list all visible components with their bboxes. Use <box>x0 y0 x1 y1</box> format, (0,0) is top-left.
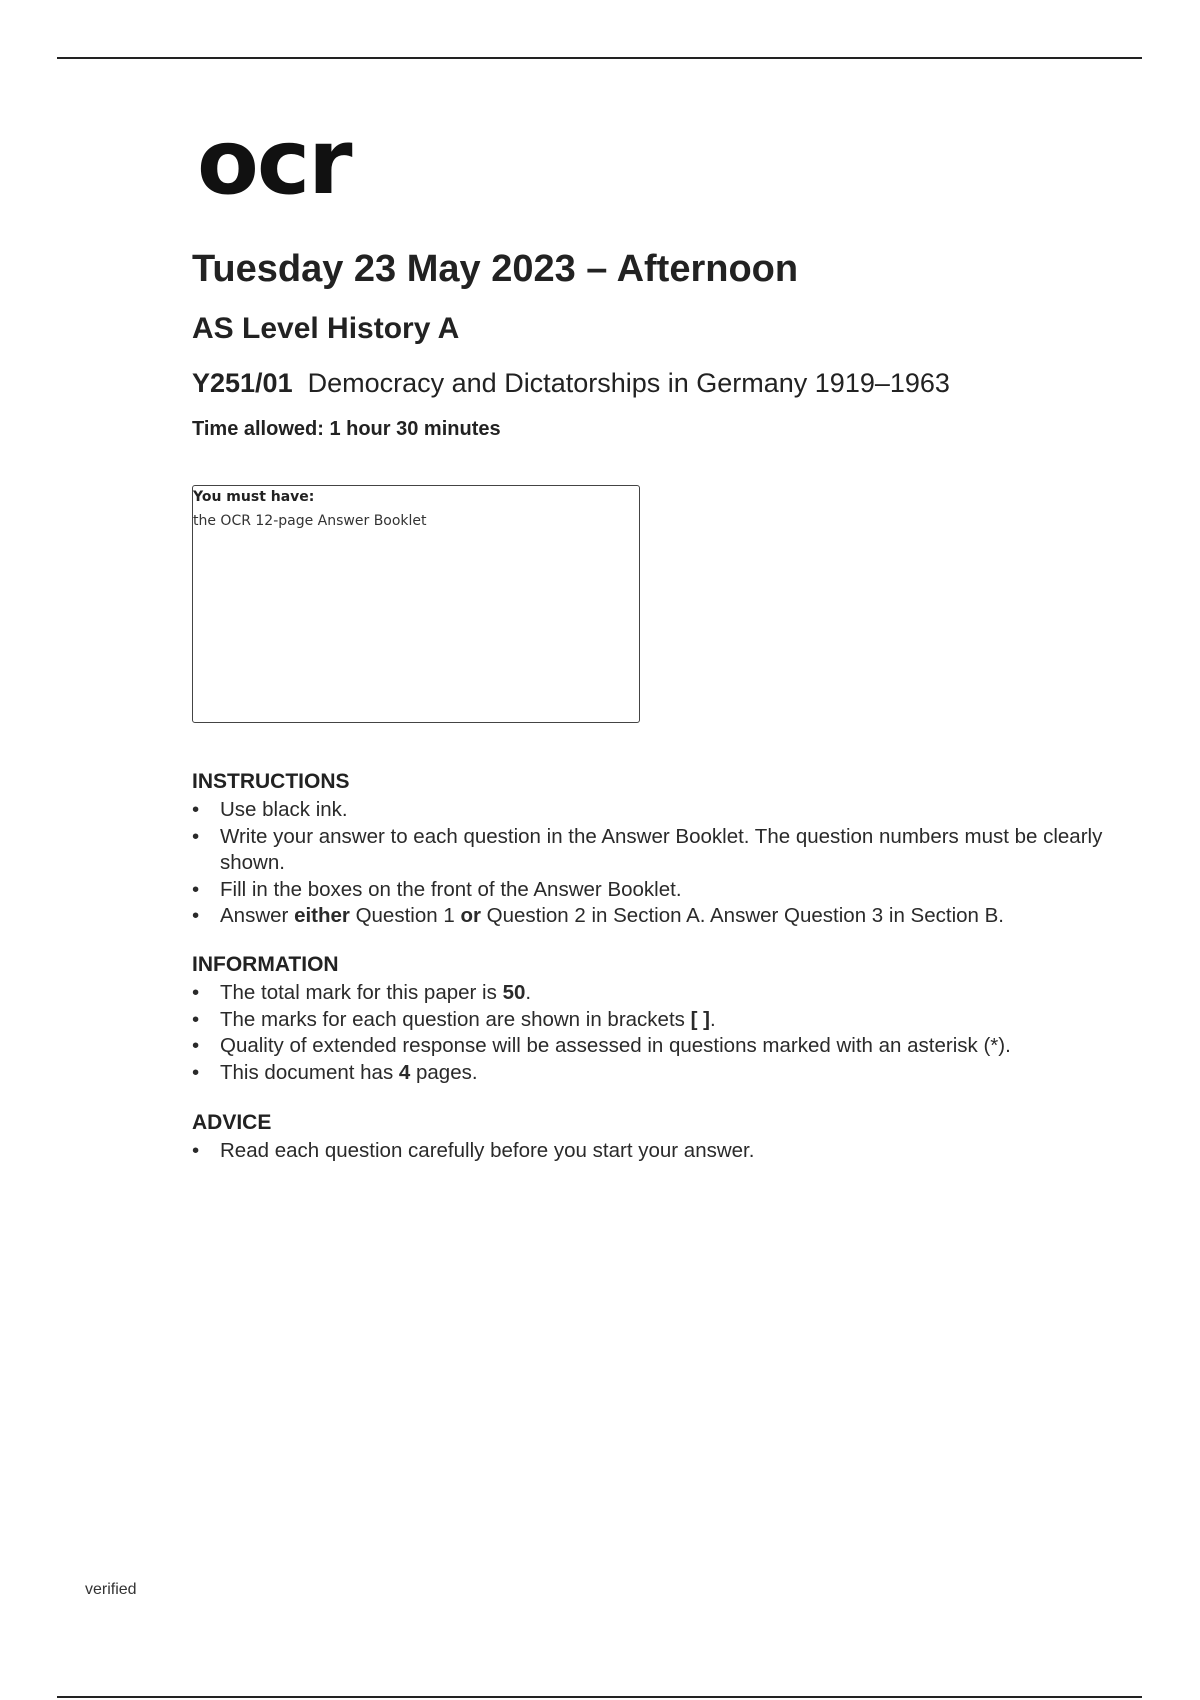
ocr-logo: ocr <box>197 110 351 215</box>
list-item <box>192 1033 1112 1060</box>
list-item-text: Fill in the boxes on the front of the Answer Booklet. <box>220 877 682 901</box>
list-item-text: Write your answer to each question in the Answer Booklet. The question numbers must be clearly shown. <box>220 824 1103 874</box>
information-heading: INFORMATION <box>192 953 339 976</box>
bullet-icon: • <box>192 904 200 927</box>
bullet-icon: • <box>192 1139 200 1162</box>
bullet-icon: • <box>192 877 200 901</box>
list-item-text: Answer <box>220 904 295 927</box>
list-item-text: . <box>709 1007 716 1031</box>
list-item-text: This document has <box>220 1060 399 1084</box>
advice-list <box>192 1138 1112 1165</box>
list-item <box>192 1060 1112 1087</box>
must-have-box <box>192 485 640 723</box>
list-item <box>192 1138 1112 1165</box>
list-item-text: pages. <box>410 1060 478 1084</box>
top-rule <box>57 57 1142 59</box>
list-item <box>192 877 1112 904</box>
list-item-text: The total mark for this paper is <box>220 981 503 1004</box>
instructions-heading: INSTRUCTIONS <box>192 770 350 793</box>
verified-label: verified <box>85 1581 137 1598</box>
must-have-heading: You must have: <box>193 489 315 505</box>
emphasis-or: or <box>460 904 481 927</box>
exam-date-title: Tuesday 23 May 2023 – Afternoon <box>192 248 799 290</box>
information-list <box>192 980 1112 1086</box>
bullet-icon: • <box>192 1007 200 1031</box>
list-item-text: . <box>525 981 532 1004</box>
bullet-icon: • <box>192 1060 200 1084</box>
bullet-icon: • <box>192 824 200 848</box>
instructions-list <box>192 797 1112 930</box>
bottom-rule <box>57 1696 1142 1698</box>
list-item <box>192 824 1112 877</box>
time-allowed: Time allowed: 1 hour 30 minutes <box>192 418 501 440</box>
list-item-text: Question 1 <box>349 904 461 927</box>
advice-section <box>192 1111 1112 1165</box>
list-item-text: Use black ink. <box>220 798 348 821</box>
bullet-icon: • <box>192 981 200 1004</box>
qualification-title: AS Level History A <box>192 312 460 345</box>
page-count-value: 4 <box>398 1060 411 1084</box>
unit-title: Democracy and Dictatorships in Germany 1919–1963 <box>307 368 950 398</box>
list-item-text: Read each question carefully before you start your answer. <box>220 1139 755 1162</box>
list-item-text: The marks for each question are shown in brackets <box>220 1007 691 1031</box>
must-have-item: the OCR 12-page Answer Booklet <box>193 513 427 529</box>
unit-code: Y251/01 <box>192 368 293 398</box>
list-item-text: Quality of extended response will be assessed in questions marked with an asterisk (*). <box>220 1034 1011 1057</box>
list-item <box>192 1007 1112 1034</box>
bullet-icon: • <box>192 1034 200 1057</box>
list-item <box>192 980 1112 1007</box>
advice-heading: ADVICE <box>192 1111 272 1134</box>
list-item <box>192 797 1112 824</box>
total-mark-value: 50 <box>502 981 526 1004</box>
bullet-icon: • <box>192 798 200 821</box>
instructions-section <box>192 770 1112 930</box>
list-item <box>192 903 1112 930</box>
list-item-text: Question 2 in Section A. Answer Question 3 in Section B. <box>480 904 1004 927</box>
brackets-symbol: [ ] <box>690 1007 710 1031</box>
information-section <box>192 953 1112 1086</box>
unit-line <box>192 368 950 399</box>
emphasis-either: either <box>294 904 350 927</box>
